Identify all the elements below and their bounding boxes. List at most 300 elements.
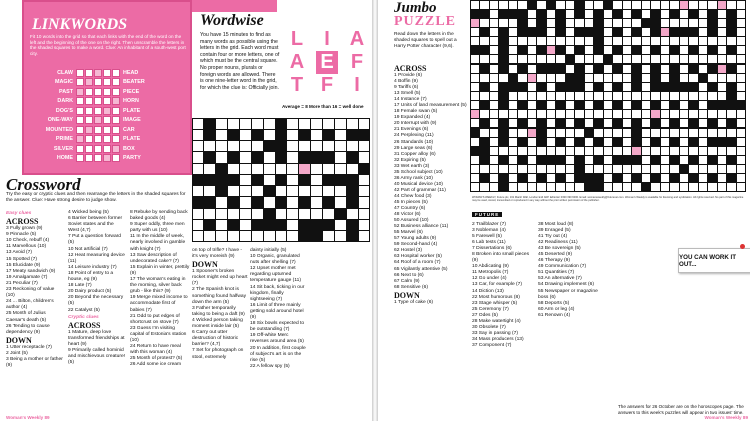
grid-cell[interactable] xyxy=(509,101,518,109)
grid-cell[interactable] xyxy=(689,183,698,191)
grid-cell[interactable] xyxy=(240,186,251,196)
grid-cell[interactable] xyxy=(642,46,651,54)
grid-cell[interactable] xyxy=(490,55,499,63)
grid-cell[interactable] xyxy=(699,129,708,137)
grid-cell[interactable] xyxy=(537,183,546,191)
grid-cell[interactable] xyxy=(528,37,537,45)
grid-cell[interactable] xyxy=(359,141,370,151)
linkword-cell[interactable] xyxy=(85,69,93,77)
grid-cell[interactable] xyxy=(623,83,632,91)
grid-cell[interactable] xyxy=(642,174,651,182)
grid-cell[interactable] xyxy=(737,19,746,27)
grid-cell[interactable] xyxy=(585,65,594,73)
grid-cell[interactable] xyxy=(566,10,575,18)
grid-cell[interactable] xyxy=(727,183,736,191)
linkword-cell[interactable] xyxy=(112,69,120,77)
grid-cell[interactable] xyxy=(311,141,322,151)
grid-cell[interactable] xyxy=(661,138,670,146)
grid-cell[interactable] xyxy=(480,183,489,191)
grid-cell[interactable] xyxy=(287,209,298,219)
grid-cell[interactable] xyxy=(604,156,613,164)
linkword-cell[interactable] xyxy=(103,126,111,134)
grid-cell[interactable] xyxy=(490,37,499,45)
grid-cell[interactable] xyxy=(471,28,480,36)
grid-cell[interactable] xyxy=(566,65,575,73)
grid-cell[interactable] xyxy=(547,129,556,137)
grid-cell[interactable] xyxy=(240,197,251,207)
grid-cell[interactable] xyxy=(509,156,518,164)
grid-cell[interactable] xyxy=(216,231,227,241)
grid-cell[interactable] xyxy=(680,119,689,127)
grid-cell[interactable] xyxy=(737,46,746,54)
grid-cell[interactable] xyxy=(699,101,708,109)
linkword-cell[interactable] xyxy=(85,145,93,153)
grid-cell[interactable] xyxy=(359,209,370,219)
grid-cell[interactable] xyxy=(708,110,717,118)
grid-cell[interactable] xyxy=(566,174,575,182)
grid-cell[interactable] xyxy=(490,19,499,27)
grid-cell[interactable] xyxy=(604,119,613,127)
grid-cell[interactable] xyxy=(556,129,565,137)
grid-cell[interactable] xyxy=(556,74,565,82)
grid-cell[interactable] xyxy=(528,119,537,127)
linkword-cell[interactable] xyxy=(94,78,102,86)
grid-cell[interactable] xyxy=(737,165,746,173)
grid-cell[interactable] xyxy=(499,147,508,155)
grid-cell[interactable] xyxy=(708,183,717,191)
grid-cell[interactable] xyxy=(471,165,480,173)
grid-cell[interactable] xyxy=(547,147,556,155)
grid-cell[interactable] xyxy=(228,141,239,151)
grid-cell[interactable] xyxy=(727,110,736,118)
grid-cell[interactable] xyxy=(689,74,698,82)
grid-cell[interactable] xyxy=(193,220,204,230)
grid-cell[interactable] xyxy=(471,110,480,118)
grid-cell[interactable] xyxy=(670,129,679,137)
grid-cell[interactable] xyxy=(471,156,480,164)
grid-cell[interactable] xyxy=(252,186,263,196)
grid-cell[interactable] xyxy=(490,129,499,137)
grid-cell[interactable] xyxy=(471,55,480,63)
linkword-cell[interactable] xyxy=(76,145,84,153)
grid-cell[interactable] xyxy=(216,119,227,129)
grid-cell[interactable] xyxy=(471,19,480,27)
grid-cell[interactable] xyxy=(604,138,613,146)
grid-cell[interactable] xyxy=(528,10,537,18)
grid-cell[interactable] xyxy=(499,1,508,9)
linkword-cell[interactable] xyxy=(103,116,111,124)
grid-cell[interactable] xyxy=(518,37,527,45)
grid-cell[interactable] xyxy=(537,1,546,9)
grid-cell[interactable] xyxy=(287,220,298,230)
grid-cell[interactable] xyxy=(287,119,298,129)
grid-cell[interactable] xyxy=(727,165,736,173)
grid-cell[interactable] xyxy=(471,183,480,191)
grid-cell[interactable] xyxy=(699,10,708,18)
grid-cell[interactable] xyxy=(287,175,298,185)
grid-cell[interactable] xyxy=(604,110,613,118)
grid-cell[interactable] xyxy=(594,147,603,155)
grid-cell[interactable] xyxy=(680,138,689,146)
grid-cell[interactable] xyxy=(556,147,565,155)
grid-cell[interactable] xyxy=(575,147,584,155)
grid-cell[interactable] xyxy=(335,141,346,151)
grid-cell[interactable] xyxy=(604,92,613,100)
grid-cell[interactable] xyxy=(718,55,727,63)
grid-cell[interactable] xyxy=(623,92,632,100)
grid-cell[interactable] xyxy=(670,147,679,155)
grid-cell[interactable] xyxy=(670,55,679,63)
grid-cell[interactable] xyxy=(264,152,275,162)
grid-cell[interactable] xyxy=(193,209,204,219)
grid-cell[interactable] xyxy=(528,83,537,91)
grid-cell[interactable] xyxy=(585,55,594,63)
grid-cell[interactable] xyxy=(670,37,679,45)
linkword-cell[interactable] xyxy=(94,135,102,143)
grid-cell[interactable] xyxy=(585,1,594,9)
grid-cell[interactable] xyxy=(623,46,632,54)
grid-cell[interactable] xyxy=(509,55,518,63)
grid-cell[interactable] xyxy=(699,55,708,63)
grid-cell[interactable] xyxy=(276,209,287,219)
grid-cell[interactable] xyxy=(642,147,651,155)
grid-cell[interactable] xyxy=(547,101,556,109)
grid-cell[interactable] xyxy=(613,183,622,191)
grid-cell[interactable] xyxy=(547,110,556,118)
linkword-cell[interactable] xyxy=(112,88,120,96)
grid-cell[interactable] xyxy=(661,28,670,36)
grid-cell[interactable] xyxy=(471,119,480,127)
grid-cell[interactable] xyxy=(566,165,575,173)
grid-cell[interactable] xyxy=(727,74,736,82)
grid-cell[interactable] xyxy=(585,110,594,118)
linkword-cell[interactable] xyxy=(94,145,102,153)
grid-cell[interactable] xyxy=(651,1,660,9)
grid-cell[interactable] xyxy=(585,92,594,100)
grid-cell[interactable] xyxy=(528,165,537,173)
grid-cell[interactable] xyxy=(689,147,698,155)
grid-cell[interactable] xyxy=(480,19,489,27)
grid-cell[interactable] xyxy=(490,10,499,18)
grid-cell[interactable] xyxy=(518,55,527,63)
grid-cell[interactable] xyxy=(311,209,322,219)
grid-cell[interactable] xyxy=(566,156,575,164)
grid-cell[interactable] xyxy=(216,141,227,151)
linkword-cell[interactable] xyxy=(85,126,93,134)
grid-cell[interactable] xyxy=(642,101,651,109)
grid-cell[interactable] xyxy=(661,156,670,164)
grid-cell[interactable] xyxy=(509,19,518,27)
grid-cell[interactable] xyxy=(276,231,287,241)
grid-cell[interactable] xyxy=(252,141,263,151)
grid-cell[interactable] xyxy=(680,101,689,109)
grid-cell[interactable] xyxy=(737,55,746,63)
grid-cell[interactable] xyxy=(490,74,499,82)
grid-cell[interactable] xyxy=(680,46,689,54)
grid-cell[interactable] xyxy=(699,147,708,155)
grid-cell[interactable] xyxy=(680,10,689,18)
grid-cell[interactable] xyxy=(661,10,670,18)
grid-cell[interactable] xyxy=(718,74,727,82)
grid-cell[interactable] xyxy=(661,165,670,173)
grid-cell[interactable] xyxy=(556,55,565,63)
linkword-cell[interactable] xyxy=(112,97,120,105)
grid-cell[interactable] xyxy=(509,46,518,54)
linkword-cell[interactable] xyxy=(94,126,102,134)
grid-cell[interactable] xyxy=(737,83,746,91)
grid-cell[interactable] xyxy=(699,83,708,91)
grid-cell[interactable] xyxy=(347,209,358,219)
grid-cell[interactable] xyxy=(604,74,613,82)
grid-cell[interactable] xyxy=(718,65,727,73)
grid-cell[interactable] xyxy=(240,209,251,219)
grid-cell[interactable] xyxy=(509,183,518,191)
grid-cell[interactable] xyxy=(680,156,689,164)
linkword-cell[interactable] xyxy=(76,135,84,143)
grid-cell[interactable] xyxy=(642,165,651,173)
grid-cell[interactable] xyxy=(623,129,632,137)
grid-cell[interactable] xyxy=(699,138,708,146)
linkword-cell[interactable] xyxy=(94,69,102,77)
grid-cell[interactable] xyxy=(193,164,204,174)
grid-cell[interactable] xyxy=(651,129,660,137)
linkword-cell[interactable] xyxy=(76,69,84,77)
grid-cell[interactable] xyxy=(623,183,632,191)
grid-cell[interactable] xyxy=(240,220,251,230)
grid-cell[interactable] xyxy=(471,74,480,82)
grid-cell[interactable] xyxy=(585,165,594,173)
grid-cell[interactable] xyxy=(547,55,556,63)
linkword-cell[interactable] xyxy=(112,116,120,124)
grid-cell[interactable] xyxy=(528,74,537,82)
grid-cell[interactable] xyxy=(490,101,499,109)
grid-cell[interactable] xyxy=(661,147,670,155)
grid-cell[interactable] xyxy=(566,119,575,127)
grid-cell[interactable] xyxy=(585,138,594,146)
grid-cell[interactable] xyxy=(311,119,322,129)
grid-cell[interactable] xyxy=(311,164,322,174)
grid-cell[interactable] xyxy=(480,92,489,100)
grid-cell[interactable] xyxy=(528,147,537,155)
grid-cell[interactable] xyxy=(359,220,370,230)
grid-cell[interactable] xyxy=(594,92,603,100)
linkword-cell[interactable] xyxy=(103,107,111,115)
grid-cell[interactable] xyxy=(689,110,698,118)
grid-cell[interactable] xyxy=(623,65,632,73)
grid-cell[interactable] xyxy=(204,186,215,196)
grid-cell[interactable] xyxy=(680,74,689,82)
grid-cell[interactable] xyxy=(528,65,537,73)
grid-cell[interactable] xyxy=(287,197,298,207)
grid-cell[interactable] xyxy=(623,174,632,182)
grid-cell[interactable] xyxy=(193,231,204,241)
grid-cell[interactable] xyxy=(613,129,622,137)
grid-cell[interactable] xyxy=(727,129,736,137)
grid-cell[interactable] xyxy=(718,110,727,118)
grid-cell[interactable] xyxy=(651,147,660,155)
grid-cell[interactable] xyxy=(737,92,746,100)
linkword-cell[interactable] xyxy=(85,97,93,105)
grid-cell[interactable] xyxy=(718,28,727,36)
linkword-cell[interactable] xyxy=(112,126,120,134)
grid-cell[interactable] xyxy=(276,164,287,174)
grid-cell[interactable] xyxy=(689,1,698,9)
grid-cell[interactable] xyxy=(632,37,641,45)
grid-cell[interactable] xyxy=(661,55,670,63)
grid-cell[interactable] xyxy=(718,92,727,100)
grid-cell[interactable] xyxy=(537,165,546,173)
grid-cell[interactable] xyxy=(623,10,632,18)
grid-cell[interactable] xyxy=(623,119,632,127)
grid-cell[interactable] xyxy=(585,147,594,155)
grid-cell[interactable] xyxy=(689,92,698,100)
grid-cell[interactable] xyxy=(604,28,613,36)
grid-cell[interactable] xyxy=(718,165,727,173)
grid-cell[interactable] xyxy=(613,1,622,9)
grid-cell[interactable] xyxy=(661,129,670,137)
linkword-cell[interactable] xyxy=(76,107,84,115)
grid-cell[interactable] xyxy=(323,164,334,174)
grid-cell[interactable] xyxy=(547,119,556,127)
grid-cell[interactable] xyxy=(737,174,746,182)
grid-cell[interactable] xyxy=(287,186,298,196)
grid-cell[interactable] xyxy=(642,156,651,164)
grid-cell[interactable] xyxy=(547,10,556,18)
grid-cell[interactable] xyxy=(718,183,727,191)
grid-cell[interactable] xyxy=(623,19,632,27)
linkword-cell[interactable] xyxy=(103,97,111,105)
grid-cell[interactable] xyxy=(566,1,575,9)
grid-cell[interactable] xyxy=(480,110,489,118)
grid-cell[interactable] xyxy=(680,174,689,182)
grid-cell[interactable] xyxy=(566,28,575,36)
jumbo-crossword-grid[interactable] xyxy=(470,0,746,192)
grid-cell[interactable] xyxy=(299,209,310,219)
grid-cell[interactable] xyxy=(518,92,527,100)
grid-cell[interactable] xyxy=(623,165,632,173)
grid-cell[interactable] xyxy=(509,119,518,127)
grid-cell[interactable] xyxy=(699,37,708,45)
linkword-cell[interactable] xyxy=(103,69,111,77)
grid-cell[interactable] xyxy=(680,183,689,191)
grid-cell[interactable] xyxy=(528,183,537,191)
grid-cell[interactable] xyxy=(699,19,708,27)
grid-cell[interactable] xyxy=(718,10,727,18)
grid-cell[interactable] xyxy=(566,129,575,137)
grid-cell[interactable] xyxy=(528,110,537,118)
grid-cell[interactable] xyxy=(585,119,594,127)
grid-cell[interactable] xyxy=(642,55,651,63)
grid-cell[interactable] xyxy=(547,74,556,82)
grid-cell[interactable] xyxy=(613,165,622,173)
grid-cell[interactable] xyxy=(471,1,480,9)
grid-cell[interactable] xyxy=(240,130,251,140)
grid-cell[interactable] xyxy=(528,174,537,182)
grid-cell[interactable] xyxy=(737,110,746,118)
grid-cell[interactable] xyxy=(613,110,622,118)
grid-cell[interactable] xyxy=(480,74,489,82)
grid-cell[interactable] xyxy=(471,138,480,146)
grid-cell[interactable] xyxy=(499,19,508,27)
grid-cell[interactable] xyxy=(264,164,275,174)
linkword-cell[interactable] xyxy=(103,135,111,143)
grid-cell[interactable] xyxy=(680,1,689,9)
grid-cell[interactable] xyxy=(708,147,717,155)
grid-cell[interactable] xyxy=(528,55,537,63)
linkword-cell[interactable] xyxy=(112,135,120,143)
grid-cell[interactable] xyxy=(311,186,322,196)
grid-cell[interactable] xyxy=(670,92,679,100)
grid-cell[interactable] xyxy=(718,174,727,182)
grid-cell[interactable] xyxy=(566,19,575,27)
grid-cell[interactable] xyxy=(604,165,613,173)
linkword-cell[interactable] xyxy=(94,107,102,115)
grid-cell[interactable] xyxy=(228,164,239,174)
grid-cell[interactable] xyxy=(490,110,499,118)
grid-cell[interactable] xyxy=(642,110,651,118)
grid-cell[interactable] xyxy=(335,152,346,162)
grid-cell[interactable] xyxy=(547,174,556,182)
grid-cell[interactable] xyxy=(718,1,727,9)
grid-cell[interactable] xyxy=(737,147,746,155)
grid-cell[interactable] xyxy=(509,165,518,173)
grid-cell[interactable] xyxy=(499,110,508,118)
grid-cell[interactable] xyxy=(632,110,641,118)
grid-cell[interactable] xyxy=(708,92,717,100)
grid-cell[interactable] xyxy=(699,65,708,73)
grid-cell[interactable] xyxy=(490,28,499,36)
grid-cell[interactable] xyxy=(264,197,275,207)
grid-cell[interactable] xyxy=(613,37,622,45)
grid-cell[interactable] xyxy=(528,92,537,100)
grid-cell[interactable] xyxy=(632,55,641,63)
grid-cell[interactable] xyxy=(252,164,263,174)
grid-cell[interactable] xyxy=(528,46,537,54)
grid-cell[interactable] xyxy=(490,83,499,91)
grid-cell[interactable] xyxy=(585,19,594,27)
grid-cell[interactable] xyxy=(651,55,660,63)
grid-cell[interactable] xyxy=(471,174,480,182)
linkword-cell[interactable] xyxy=(76,97,84,105)
grid-cell[interactable] xyxy=(661,92,670,100)
grid-cell[interactable] xyxy=(699,156,708,164)
grid-cell[interactable] xyxy=(737,156,746,164)
linkword-cell[interactable] xyxy=(94,154,102,162)
grid-cell[interactable] xyxy=(642,129,651,137)
grid-cell[interactable] xyxy=(323,141,334,151)
grid-cell[interactable] xyxy=(323,209,334,219)
linkword-cell[interactable] xyxy=(76,154,84,162)
grid-cell[interactable] xyxy=(311,197,322,207)
grid-cell[interactable] xyxy=(594,74,603,82)
grid-cell[interactable] xyxy=(575,19,584,27)
grid-cell[interactable] xyxy=(718,119,727,127)
grid-cell[interactable] xyxy=(471,101,480,109)
grid-cell[interactable] xyxy=(604,83,613,91)
grid-cell[interactable] xyxy=(193,152,204,162)
grid-cell[interactable] xyxy=(708,74,717,82)
grid-cell[interactable] xyxy=(699,110,708,118)
grid-cell[interactable] xyxy=(604,174,613,182)
linkword-cell[interactable] xyxy=(112,154,120,162)
grid-cell[interactable] xyxy=(240,152,251,162)
linkword-cell[interactable] xyxy=(85,78,93,86)
grid-cell[interactable] xyxy=(490,138,499,146)
grid-cell[interactable] xyxy=(509,138,518,146)
grid-cell[interactable] xyxy=(737,28,746,36)
grid-cell[interactable] xyxy=(594,129,603,137)
grid-cell[interactable] xyxy=(727,37,736,45)
